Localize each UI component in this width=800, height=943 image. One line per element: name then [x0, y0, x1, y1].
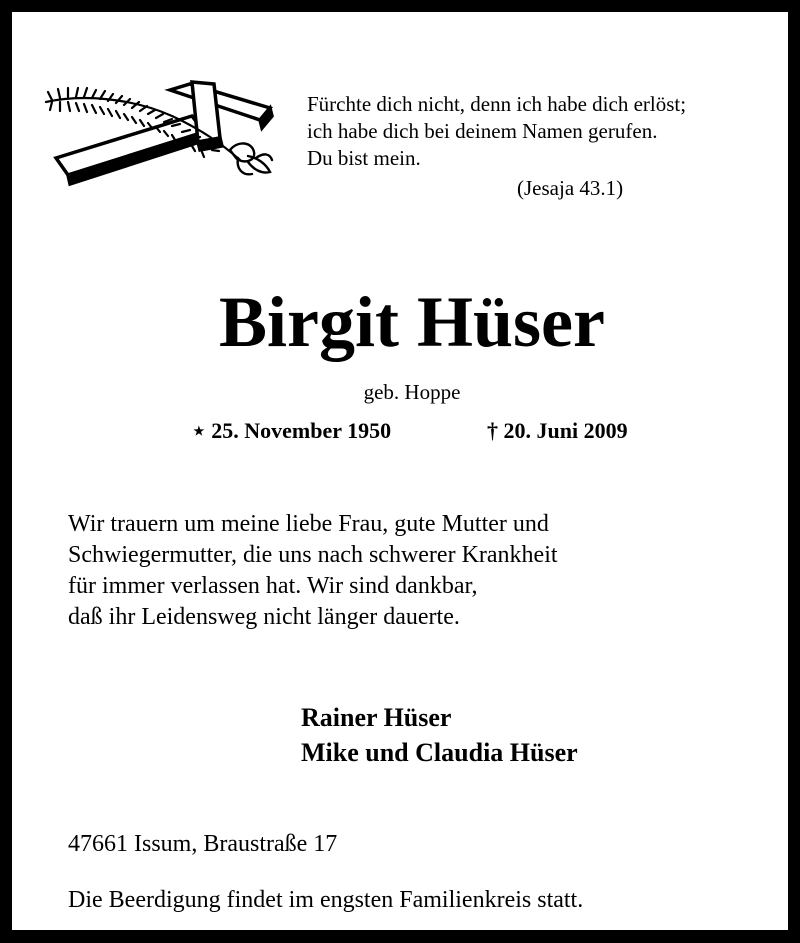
verse-line: Fürchte dich nicht, denn ich habe dich erlöst; [307, 92, 687, 116]
maiden-name: geb. Hoppe [363, 380, 461, 404]
address: 47661 Issum, Braustraße 17 [68, 831, 338, 857]
death-date: † 20. Juni 2009 [487, 418, 628, 443]
verse-reference: (Jesaja 43.1) [517, 176, 624, 200]
cross-with-palm-branch-icon [42, 80, 278, 192]
funeral-note: Die Beerdigung findet im engsten Familienkreis statt. [68, 887, 584, 913]
verse-line: Du bist mein. [307, 146, 421, 170]
mourner-name: Mike und Claudia Hüser [301, 738, 578, 767]
birth-date: ⋆ 25. November 1950 [192, 418, 392, 443]
message-line: für immer verlassen hat. Wir sind dankbar, [68, 573, 478, 599]
message-line: daß ihr Leidensweg nicht länger dauerte. [68, 604, 460, 630]
deceased-name: Birgit Hüser [219, 282, 605, 362]
bible-verse [307, 91, 686, 172]
mourner-name: Rainer Hüser [301, 703, 452, 732]
mourning-message [68, 509, 558, 633]
verse-line: ich habe dich bei deinem Namen gerufen. [307, 119, 658, 143]
message-line: Schwiegermutter, die uns nach schwerer Krankheit [68, 542, 558, 568]
message-line: Wir trauern um meine liebe Frau, gute Mutter und [68, 511, 549, 537]
mourners [301, 700, 578, 770]
